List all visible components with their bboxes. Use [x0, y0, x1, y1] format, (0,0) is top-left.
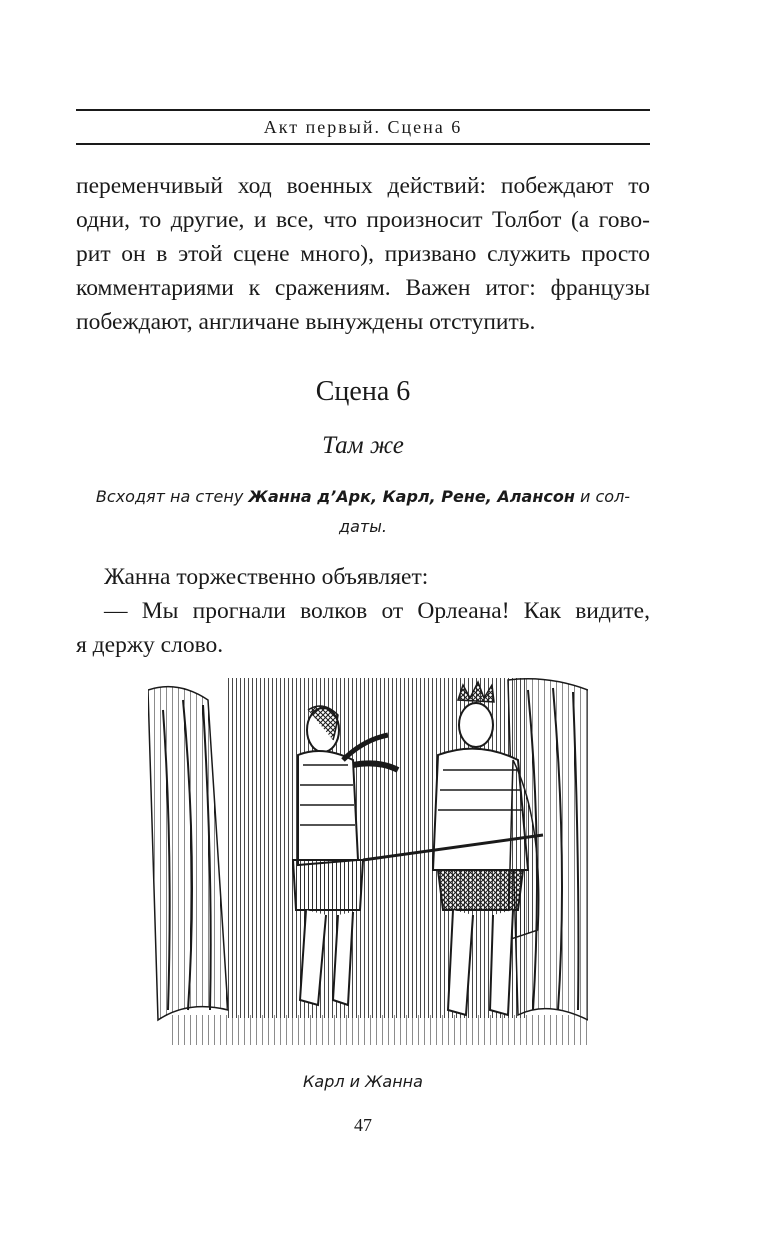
stage-direction-suffix: и сол- [580, 487, 631, 506]
page-number: 47 [354, 1115, 372, 1135]
header-rule-bottom [76, 143, 650, 145]
stage-direction-line [76, 482, 650, 512]
illustration-caption: Карл и Жанна [303, 1072, 423, 1091]
intro-line: одни, то другие, и все, что произносит Толбот (а гово- [76, 207, 650, 233]
speech-line: — Мы прогнали волков от Орлеана! Как видите, [104, 598, 650, 624]
running-head: Акт первый. Сцена 6 [263, 117, 463, 137]
speech-line: я держу слово. [76, 632, 224, 658]
left-curtain [148, 687, 228, 1020]
speech-intro: Жанна торжественно объявляет: [104, 564, 429, 590]
stage-direction-names: Жанна д’Арк, Карл, Рене, Алансон [248, 487, 575, 506]
scene-title: Сцена 6 [315, 376, 411, 407]
stage-direction-prefix: Всходят на стену [95, 487, 244, 506]
intro-paragraph [76, 169, 650, 339]
stage-direction-line-2: даты. [339, 517, 387, 536]
intro-line: побеждают, англичане вынуждены отступить. [76, 309, 536, 335]
intro-line: рит он в этой сцене много), призвано служить просто [76, 241, 650, 267]
intro-line: комментариями к сражениям. Важен итог: французы [76, 275, 650, 301]
stage-floor [168, 1015, 588, 1045]
speech-block [76, 560, 650, 662]
intro-line: переменчивый ход военных действий: побеждают то [76, 173, 650, 199]
engraving-illustration [148, 670, 588, 1060]
stage-direction [76, 482, 650, 542]
header-rule-top [76, 109, 650, 111]
scene-place: Там же [322, 432, 404, 459]
